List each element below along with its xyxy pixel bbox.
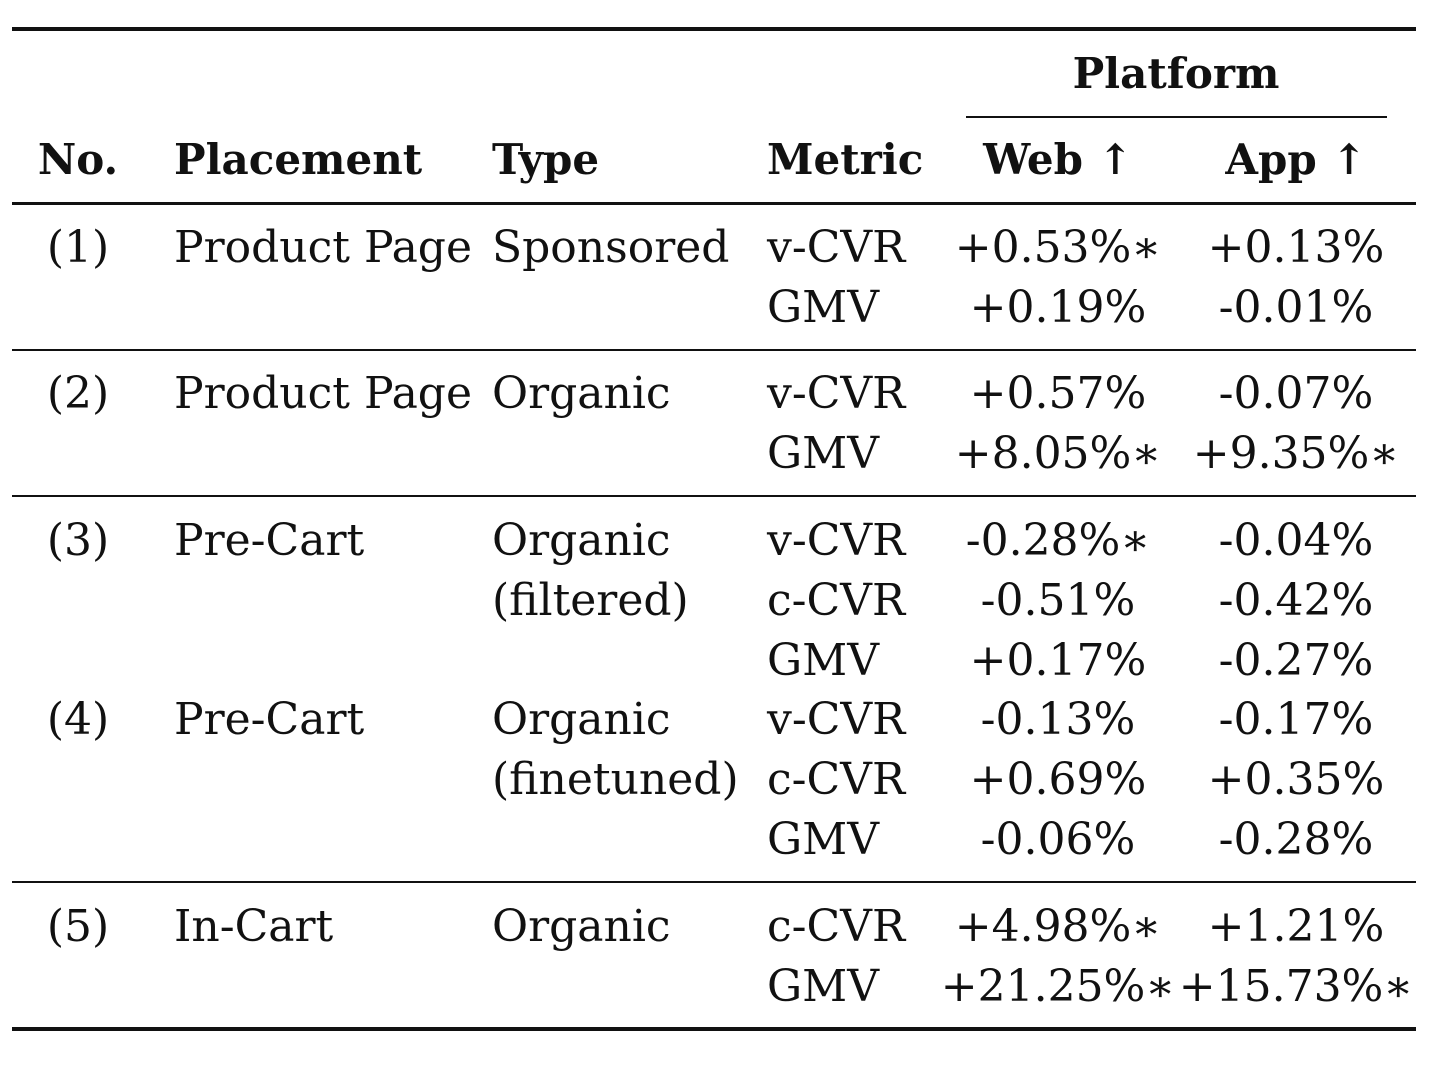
app-value-cell: -0.07% xyxy=(1218,368,1374,419)
web-value-cell: +0.53%∗ xyxy=(954,222,1162,273)
app-value-cell: +9.35%∗ xyxy=(1192,428,1400,479)
metric-cell: c-CVR xyxy=(767,754,906,805)
web-value-cell: +0.57% xyxy=(969,368,1147,419)
app-value-cell: -0.27% xyxy=(1218,635,1374,686)
metric-cell: v-CVR xyxy=(767,515,906,566)
web-value-cell: +0.19% xyxy=(969,282,1147,333)
metric-cell: GMV xyxy=(767,282,879,333)
placement-cell: In-Cart xyxy=(174,901,334,952)
header-rule xyxy=(12,202,1416,205)
type-cell: (finetuned) xyxy=(492,754,739,805)
group-divider-1 xyxy=(12,349,1416,351)
app-value-cell: -0.28% xyxy=(1218,814,1374,865)
group-divider-3 xyxy=(12,881,1416,883)
web-value-cell: +8.05%∗ xyxy=(954,428,1162,479)
group-divider-2 xyxy=(12,495,1416,497)
app-value-cell: +0.35% xyxy=(1207,754,1385,805)
web-value-cell: -0.13% xyxy=(980,694,1136,745)
placement-cell: Pre-Cart xyxy=(174,694,365,745)
app-value-cell: +0.13% xyxy=(1207,222,1385,273)
type-cell: Organic xyxy=(492,694,671,745)
platform-underline xyxy=(966,116,1387,118)
platform-header: Platform xyxy=(1072,49,1280,98)
app-column-header: App ↑ xyxy=(1225,135,1367,184)
app-value-cell: -0.01% xyxy=(1218,282,1374,333)
app-value-cell: +1.21% xyxy=(1207,901,1385,952)
placement-cell: Product Page xyxy=(174,368,473,419)
metric-cell: c-CVR xyxy=(767,575,906,626)
app-value-cell: +15.73%∗ xyxy=(1178,961,1414,1012)
placement-cell: Product Page xyxy=(174,222,473,273)
metric-cell: GMV xyxy=(767,814,879,865)
row-number: (5) xyxy=(46,901,110,952)
metric-cell: GMV xyxy=(767,961,879,1012)
web-column-header: Web ↑ xyxy=(983,135,1133,184)
metric-cell: v-CVR xyxy=(767,222,906,273)
type-cell: Organic xyxy=(492,368,671,419)
row-number: (2) xyxy=(46,368,110,419)
metric-cell: v-CVR xyxy=(767,368,906,419)
type-cell: Organic xyxy=(492,901,671,952)
web-value-cell: +21.25%∗ xyxy=(940,961,1176,1012)
row-number: (1) xyxy=(46,222,110,273)
type-cell: (filtered) xyxy=(492,575,689,626)
row-number: (4) xyxy=(46,694,110,745)
bottom-rule xyxy=(12,1027,1416,1031)
app-value-cell: -0.42% xyxy=(1218,575,1374,626)
placement-column-header: Placement xyxy=(174,135,423,184)
type-cell: Sponsored xyxy=(492,222,730,273)
web-value-cell: -0.28%∗ xyxy=(965,515,1151,566)
app-value-cell: -0.04% xyxy=(1218,515,1374,566)
metric-cell: c-CVR xyxy=(767,901,906,952)
placement-cell: Pre-Cart xyxy=(174,515,365,566)
metric-cell: GMV xyxy=(767,428,879,479)
web-value-cell: +0.17% xyxy=(969,635,1147,686)
metric-cell: v-CVR xyxy=(767,694,906,745)
no-column-header: No. xyxy=(37,135,119,184)
web-value-cell: -0.06% xyxy=(980,814,1136,865)
top-rule xyxy=(12,27,1416,31)
web-value-cell: +0.69% xyxy=(969,754,1147,805)
row-number: (3) xyxy=(46,515,110,566)
web-value-cell: -0.51% xyxy=(980,575,1136,626)
metric-column-header: Metric xyxy=(767,135,924,184)
metric-cell: GMV xyxy=(767,635,879,686)
app-value-cell: -0.17% xyxy=(1218,694,1374,745)
web-value-cell: +4.98%∗ xyxy=(954,901,1162,952)
type-cell: Organic xyxy=(492,515,671,566)
type-column-header: Type xyxy=(492,135,600,184)
